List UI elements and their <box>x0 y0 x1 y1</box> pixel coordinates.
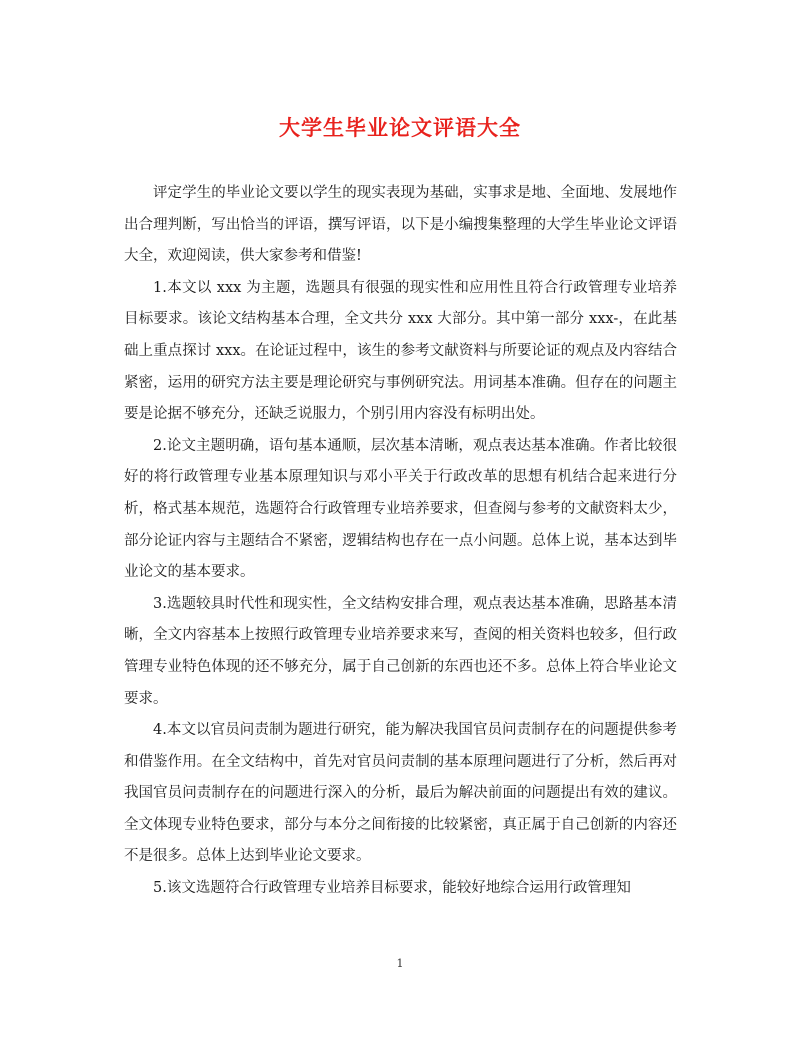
comment-paragraph-1: 1.本文以 xxx 为主题，选题具有很强的现实性和应用性且符合行政管理专业培养目标要求。该论文结构基本合理，全文共分 xxx 大部分。其中第一部分 xxx-，在此基础上重点探讨 xxx。在论证过程中，该生的参考文献资料与所要论证的观点及内容结合紧密，运用的研究方法主要是理论研究与事例研究法。用词基本准确。但存在的问题主要是论据不够充分，还缺乏说服力，个别引用内容没有标明出处。 <box>124 279 677 423</box>
document-body <box>124 178 677 905</box>
comment-paragraph-4: 4.本文以官员问责制为题进行研究，能为解决我国官员问责制存在的问题提供参考和借鉴作用。在全文结构中，首先对官员问责制的基本原理问题进行了分析，然后再对我国官员问责制存在的问题进行深入的分析，最后为解决前面的问题提出有效的建议。全文体现专业特色要求，部分与本分之间衔接的比较紧密，真正属于自己创新的内容还不是很多。总体上达到毕业论文要求。 <box>124 722 677 865</box>
comment-paragraph-5: 5.该文选题符合行政管理专业培养目标要求，能较好地综合运用行政管理知 <box>153 880 631 897</box>
comment-paragraph-3: 3.选题较具时代性和现实性，全文结构安排合理，观点表达基本准确，思路基本清晰，全文内容基本上按照行政管理专业培养要求来写，查阅的相关资料也较多，但行政管理专业特色体现的还不够充分，属于自己创新的东西也还不多。总体上符合毕业论文要求。 <box>124 595 677 707</box>
intro-paragraph: 评定学生的毕业论文要以学生的现实表现为基础，实事求是地、全面地、发展地作出合理判断，写出恰当的评语，撰写评语，以下是小编搜集整理的大学生毕业论文评语大全，欢迎阅读，供大家参考和借鉴! <box>124 185 677 265</box>
page-number: 1 <box>396 957 404 970</box>
comment-paragraph-2: 2.论文主题明确，语句基本通顺，层次基本清晰，观点表达基本准确。作者比较很好的将行政管理专业基本原理知识与邓小平关于行政改革的思想有机结合起来进行分析，格式基本规范，选题符合行政管理专业培养要求，但查阅与参考的文献资料太少，部分论证内容与主题结合不紧密，逻辑结构也存在一点小问题。总体上说，基本达到毕业论文的基本要求。 <box>124 437 677 581</box>
document-title: 大学生毕业论文评语大全 <box>279 115 521 140</box>
